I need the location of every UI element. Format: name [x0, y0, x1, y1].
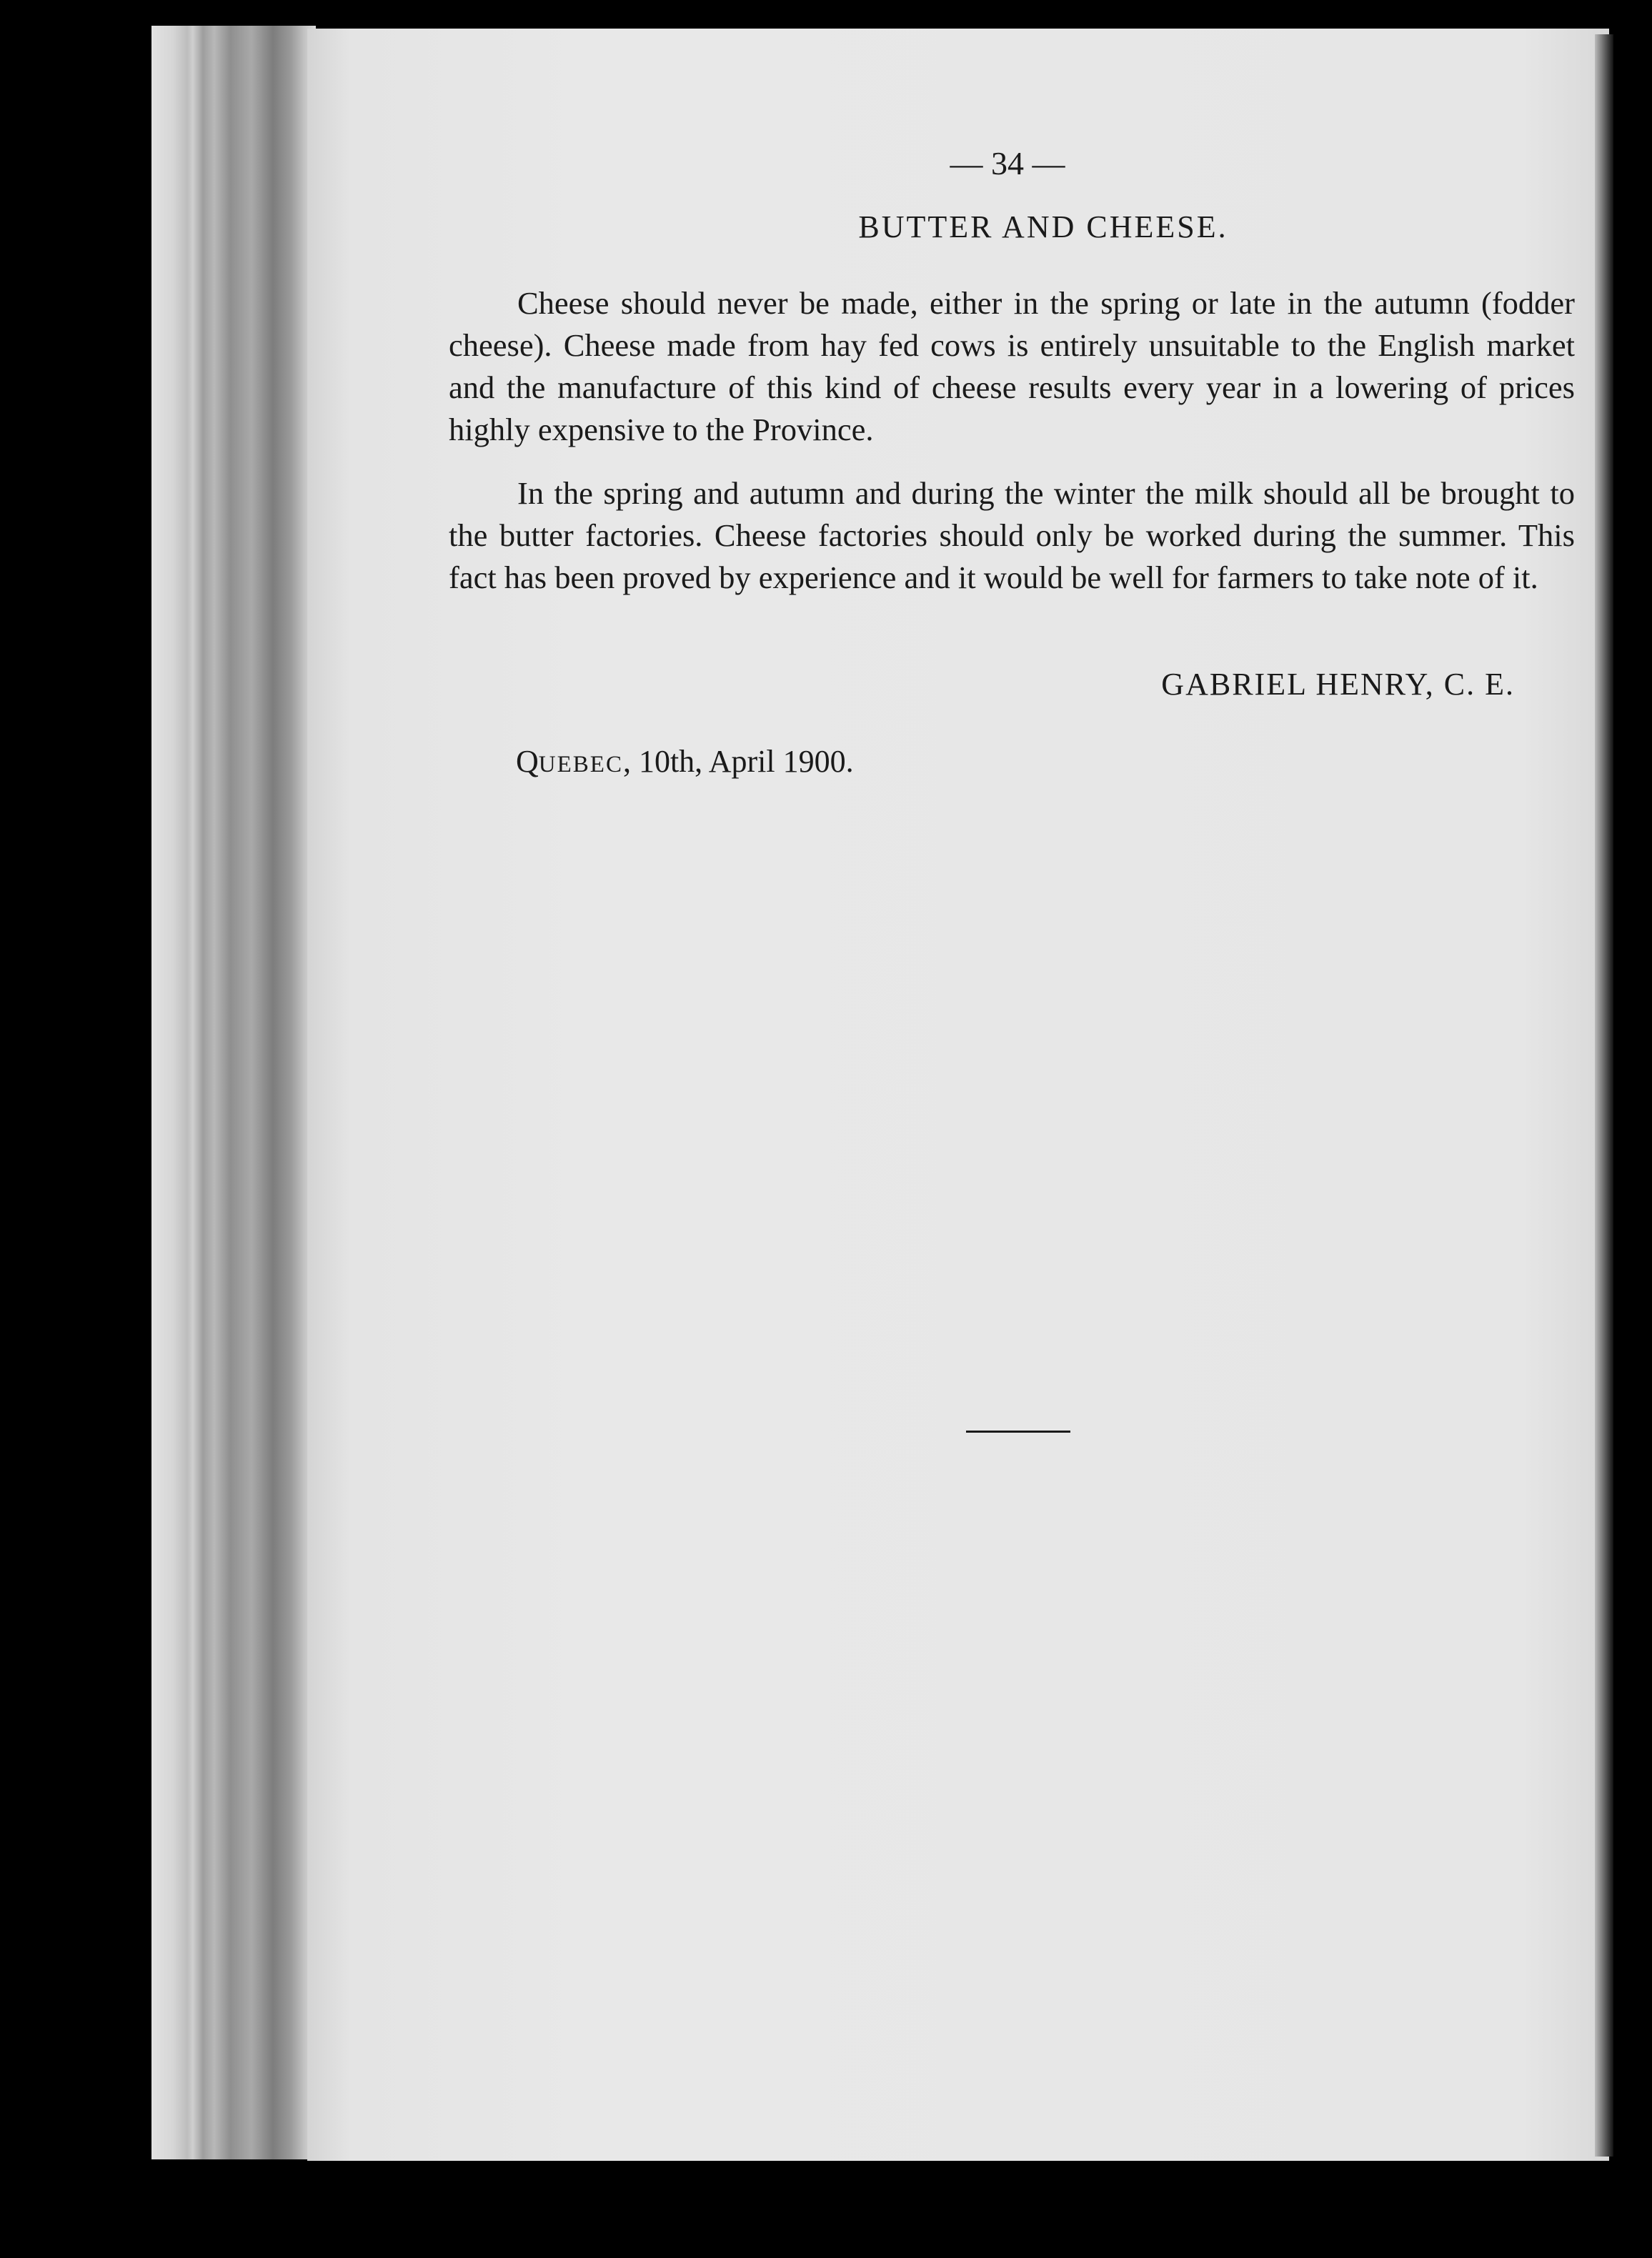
date-text: , 10th, April 1900. [622, 744, 854, 779]
page-right-shadow [1595, 34, 1613, 2157]
place-and-date [516, 743, 854, 780]
end-rule [966, 1431, 1070, 1433]
section-heading: BUTTER AND CHEESE. [858, 209, 1228, 244]
place-rest: UEBEC [538, 752, 623, 777]
paragraph-1: Cheese should never be made, either in the spring or late in the autumn (fodder cheese). Cheese made from hay fed cows is entirely unsuitable to the English market and the manufacture of this kind of cheese results every year in a lowering of prices highly expensive to the Province. [449, 285, 1575, 447]
page-number: — 34 — [950, 145, 1065, 181]
author-signature: GABRIEL HENRY, C. E. [1161, 667, 1515, 702]
paragraph-2: In the spring and autumn and during the winter the milk should all be brought to the butter factories. Cheese factories should only be worked during the summer. This fact has been proved by experience and it would be well for farmers to take note of it. [449, 475, 1575, 595]
place-initial: Q [516, 744, 539, 779]
page-edge-stack [151, 26, 316, 2159]
